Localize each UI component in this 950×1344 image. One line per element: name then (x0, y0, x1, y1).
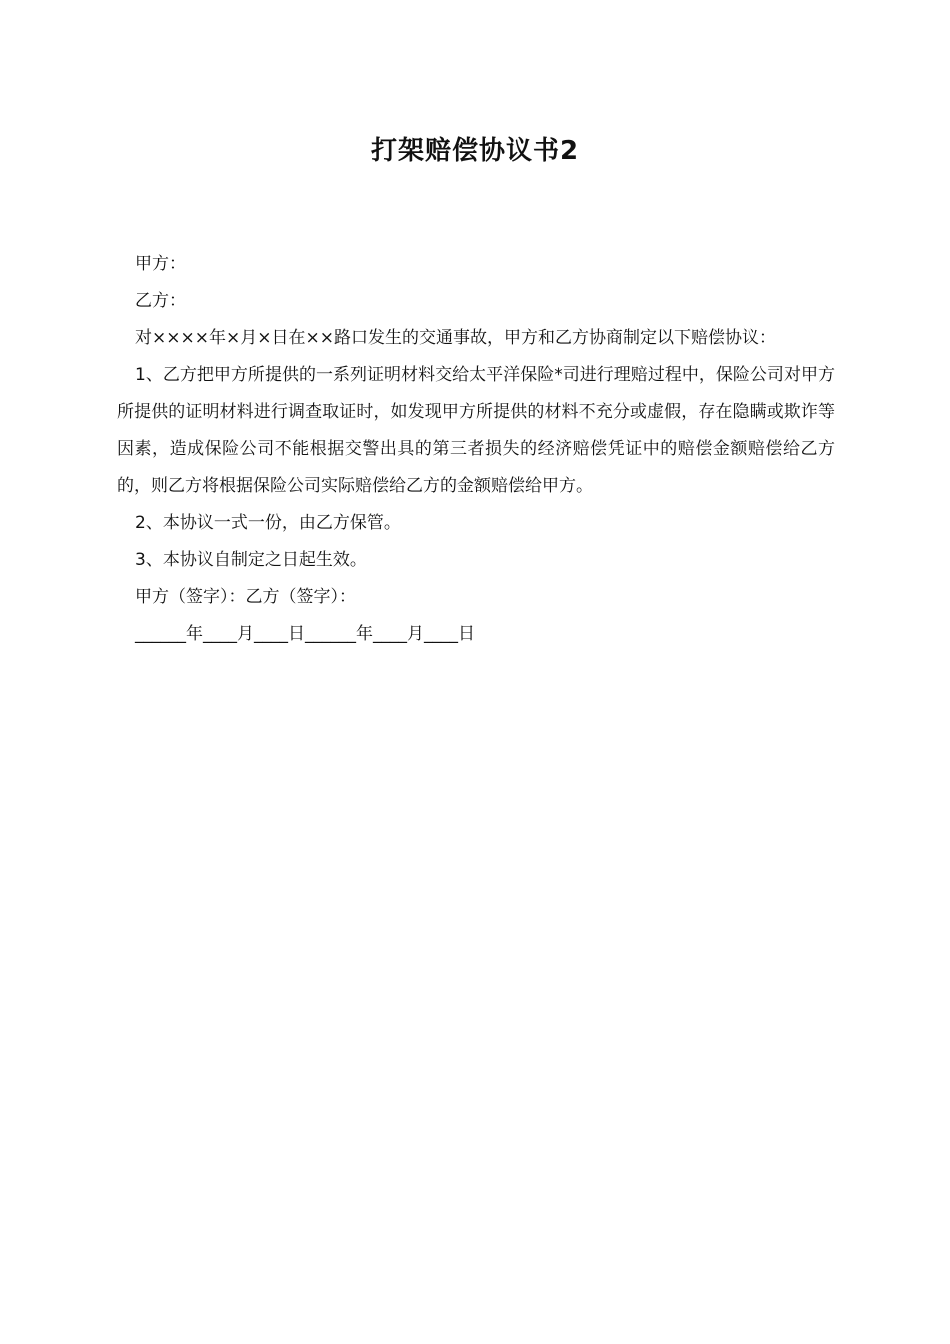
clause-2-paragraph: 2、本协议一式一份，由乙方保管。 (135, 513, 401, 533)
signature-line: 甲方（签字）：乙方（签字）： (135, 587, 356, 607)
document-title: 打架赔偿协议书2 (370, 136, 580, 166)
document-body (117, 246, 835, 653)
clause-3-paragraph: 3、本协议自制定之日起生效。 (135, 550, 367, 570)
party-a-line: 甲方： (135, 254, 186, 274)
clause-1-paragraph: 1、乙方把甲方所提供的一系列证明材料交给太平洋保险*司进行理赔过程中，保险公司对甲方所提供的证明材料进行调查取证时，如发现甲方所提供的材料不充分或虚假，存在隐瞒或欺诈等因素，造成保险公司不能根据交警出具的第三者损失的经济赔偿凭证中的赔偿金额赔偿给乙方的，则乙方将根据保险公司实际赔偿给乙方的金额赔偿给甲方。 (117, 365, 835, 496)
party-b-line: 乙方： (135, 291, 186, 311)
intro-paragraph: 对××××年×月×日在××路口发生的交通事故，甲方和乙方协商制定以下赔偿协议： (135, 328, 776, 348)
date-line: ______年____月____日______年____月____日 (135, 624, 475, 644)
